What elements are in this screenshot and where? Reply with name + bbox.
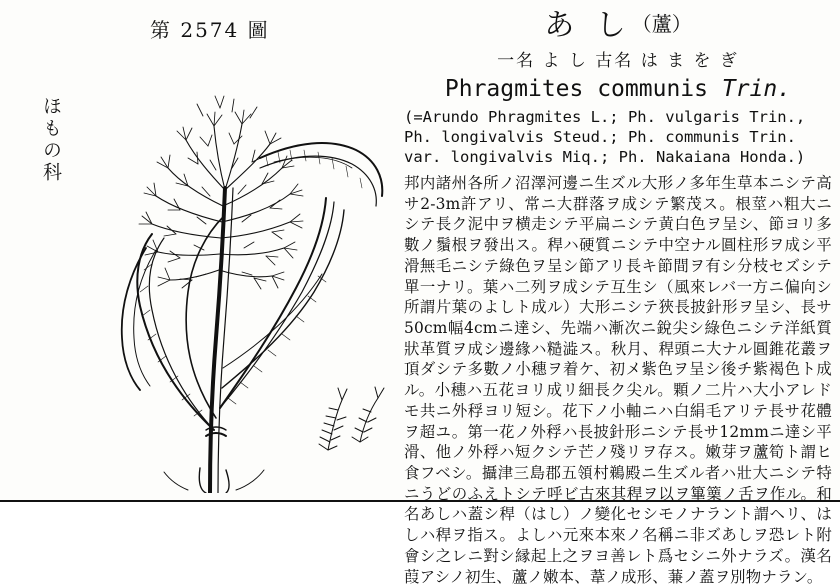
synonym-line-2: Ph. longivalvis Steud.; Ph. communis Trin.: [404, 127, 796, 146]
description-text: [404, 173, 832, 587]
scientific-binomial: Phragmites communis: [444, 75, 722, 102]
alternate-names: 一名 よ し 古名 は ま を ぎ: [497, 50, 739, 71]
scientific-authority: Trin.: [721, 75, 792, 102]
synonym-line-3: var. longivalvis Miq.; Ph. Nakaiana Honda.): [404, 147, 806, 166]
scientific-name: [404, 76, 832, 102]
figure-number: 第 2574 圖: [150, 18, 270, 42]
family-name-vertical: ほもの科: [40, 96, 62, 184]
reed-plant-illustration: [60, 38, 390, 493]
synonym-block: [404, 107, 832, 167]
illustration-plate: [0, 0, 395, 498]
synonym-line-1: (=Arundo Phragmites L.; Ph. vulgaris Trin.,: [404, 107, 806, 126]
title-japanese: あ し: [544, 8, 632, 43]
title-kanji-paren: （蘆）: [631, 12, 692, 36]
description-paragraph: 邦内諸州各所ノ沼澤河邊ニ生ズル大形ノ多年生草本ニシテ高サ2-3m許アリ、常ニ大群落ヲ成シテ繁茂ス。根莖ハ粗大ニシテ長ク泥中ヲ横走シテ平扁ニシテ黄白色ヲ呈シ、節ヨリ多數ノ鬚根ヲ發出ス。稈ハ硬質ニシテ中空ナル圓柱形ヲ成シ平滑無毛ニシテ綠色ヲ呈シ節アリ長キ節間ヲ有シ分枝セズシテ單一ナリ。葉ハ二列ヲ成シテ互生シ（風來レバ一方ニ偏向シ所謂片葉のよしト成ル）大形ニシテ狹長披針形ヲ呈シ、長サ50cm幅4cmニ達シ、先端ハ漸次ニ銳尖シ綠色ニシテ洋紙質狀革質ヲ成シ邊緣ハ糙澁ス。秋月、稈頭ニ大ナル圓錐花叢ヲ頂ダシテ多數ノ小穗ヲ着ケ、初メ紫色ヲ呈シ後チ紫褐色ト成ル。小穗ハ五花ヨリ成リ細長ク尖ル。顆ノ二片ハ大小アレドモ共ニ外稃ヨリ短シ。花下ノ小軸ニハ白絹毛アリテ長サ花體ヲ超ユ。第一花ノ外稃ハ長披針形ニシテ長サ12mmニ達シ平滑、他ノ外稃ハ短クシテ芒ノ殘リヲ存ス。嫩芽ヲ蘆筍ト謂ヒ食フベシ。攝津三島郡五領村鵜殿ニ生ズル者ハ壯大ニシテ特ニうどのふえトシテ呼ビ古來其稈ヲ以ヲ篳篥ノ舌ヲ作ル。和名あしハ蓋シ稈（はし）ノ變化セシモノナラント謂ヘリ、はしハ稈ヲ指ス。よしハ元來本來ノ名稱ニ非ズあしヲ恐レト附會シ之レニ對シ縁起上之ヲヨ善レト爲セシニ外ナラズ。漢名葭アシノ初生、蘆ノ嫩本、葦ノ成形、蒹ノ蓋ヲ別物ナラン。: [404, 173, 832, 586]
page-title: [404, 10, 832, 42]
text-column: [398, 0, 840, 586]
